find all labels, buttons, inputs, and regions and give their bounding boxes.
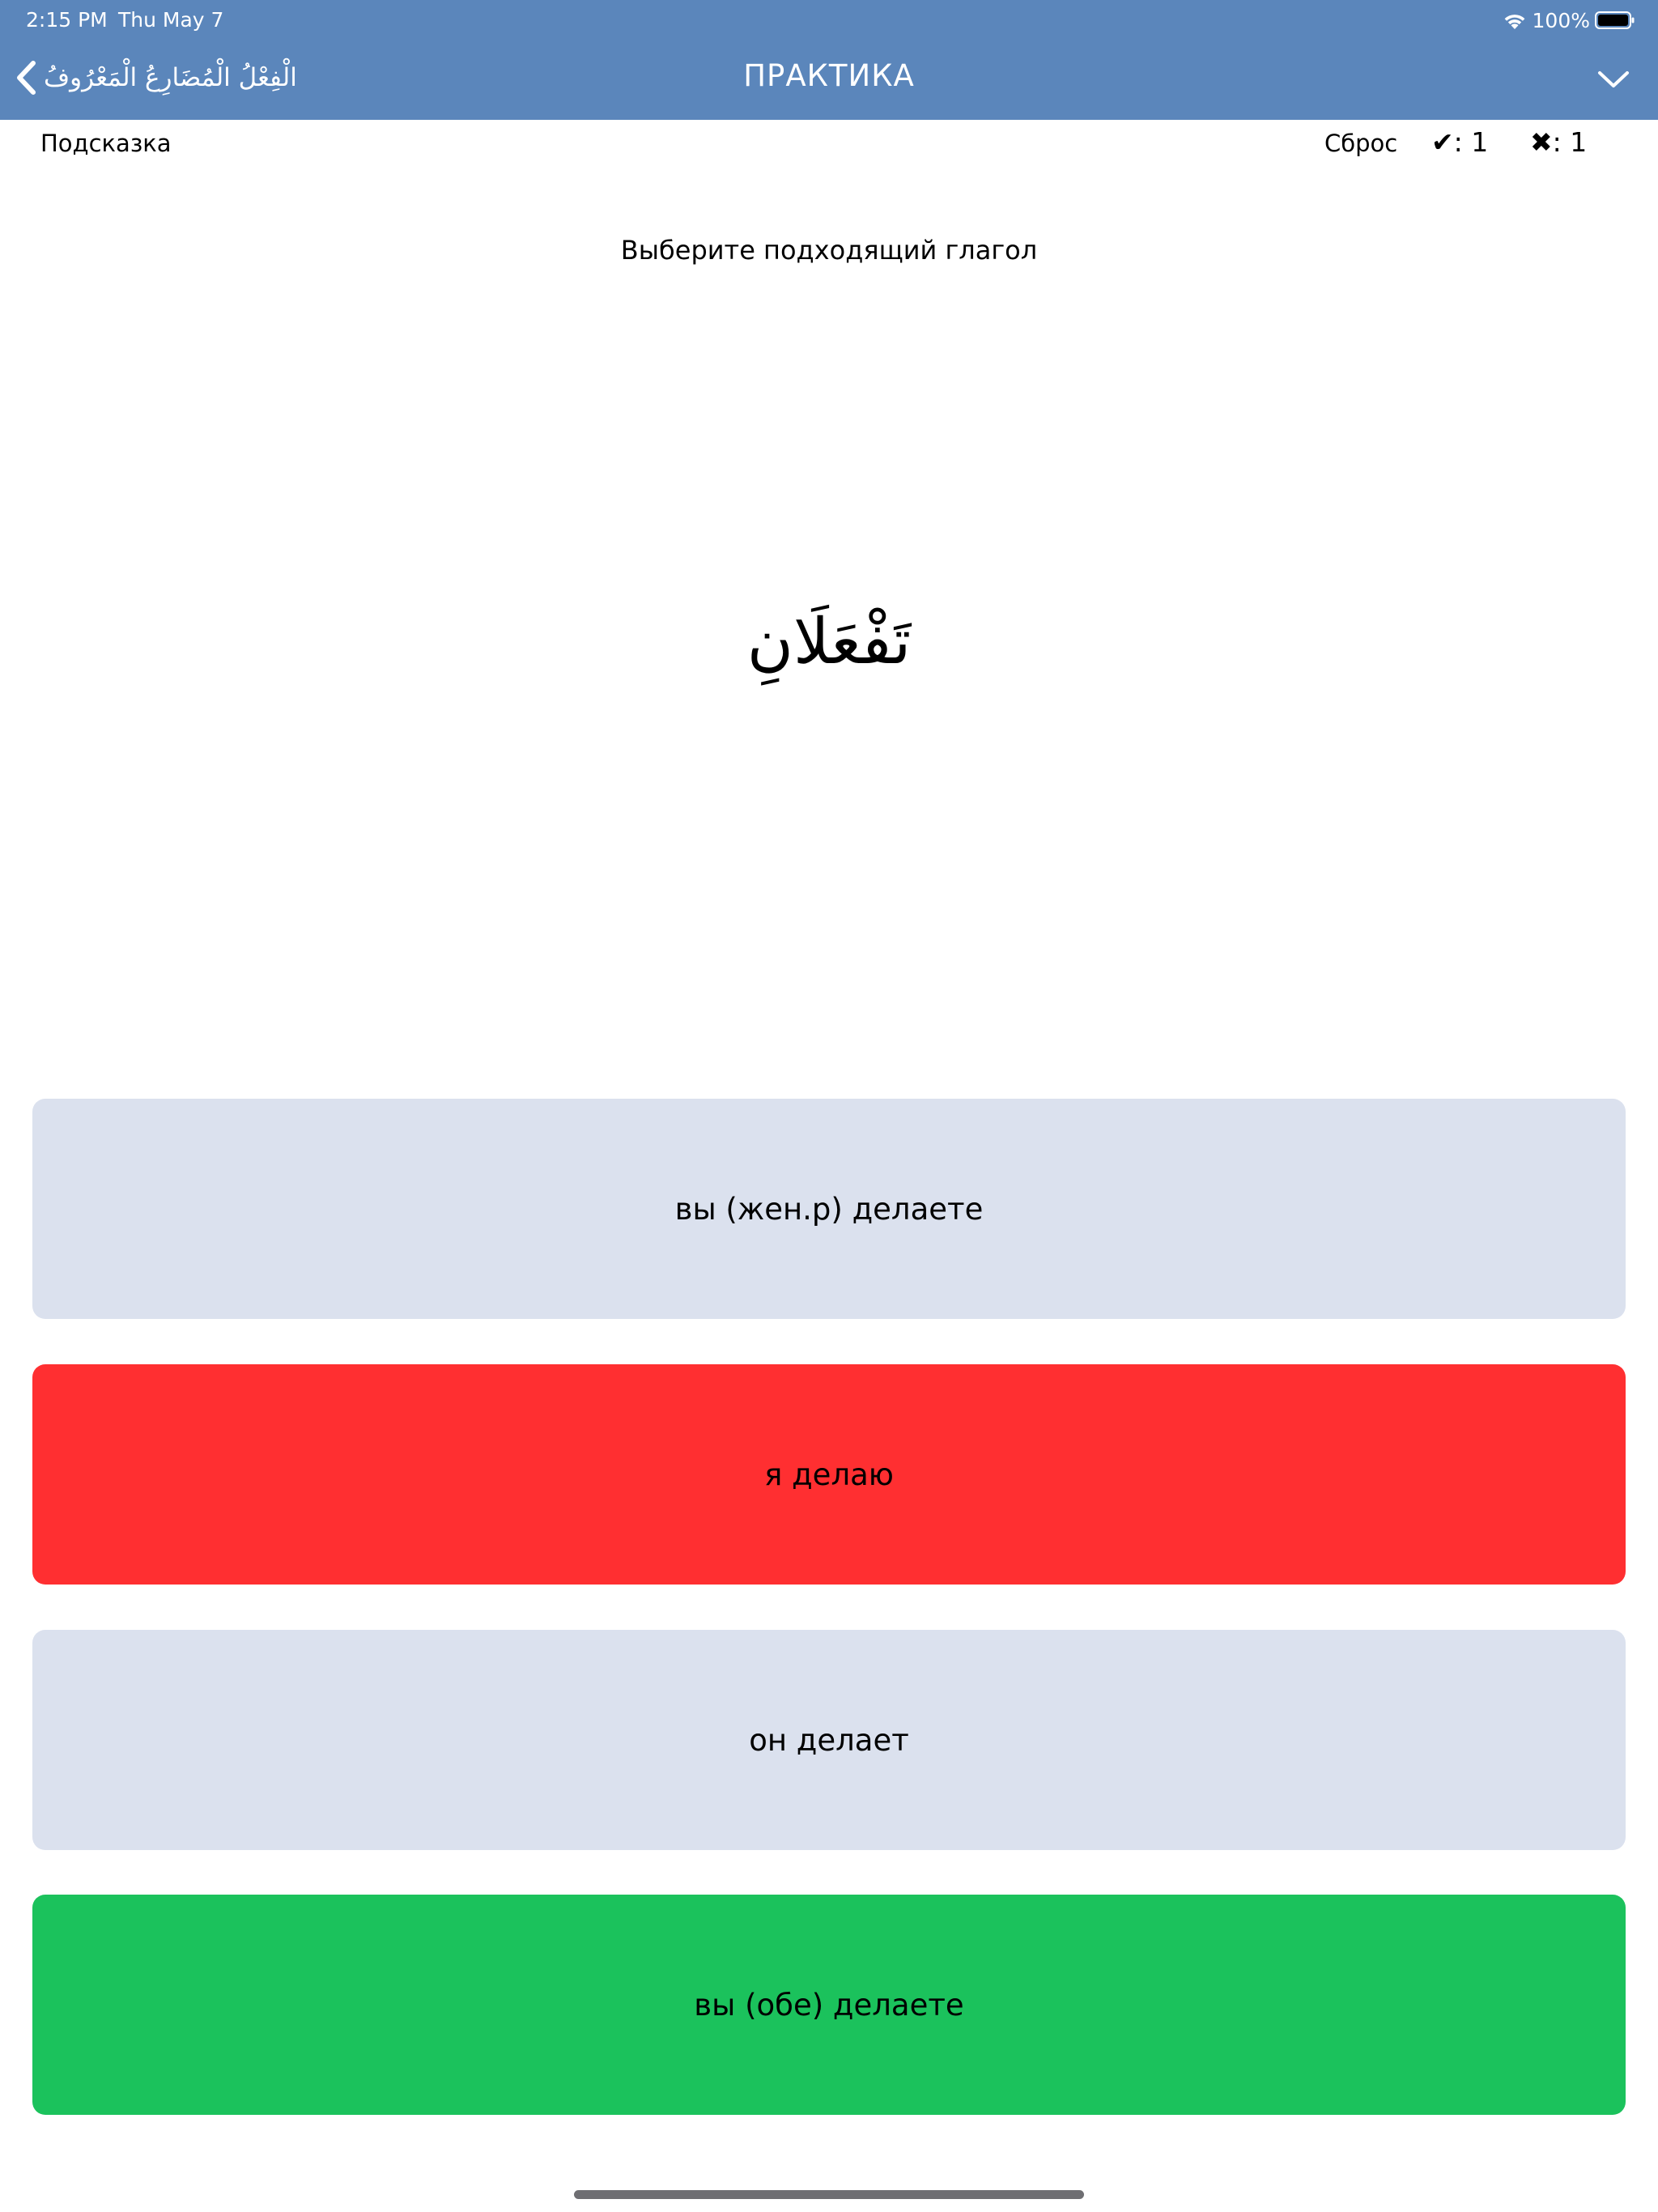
- correct-counter: [1431, 126, 1488, 158]
- answer-option-2[interactable]: [32, 1364, 1626, 1585]
- correct-count: : 1: [1453, 126, 1489, 158]
- status-bar: [0, 0, 1658, 39]
- answer-label: вы (обе) делаете: [694, 1987, 964, 2023]
- question-instruction: Выберите подходящий глагол: [620, 235, 1038, 266]
- wifi-icon: [1502, 10, 1528, 31]
- home-indicator: [574, 2190, 1084, 2199]
- page-title: ПРАКТИКА: [743, 58, 915, 93]
- status-date: Thu May 7: [118, 8, 224, 32]
- answer-label: вы (жен.р) делаете: [674, 1191, 984, 1227]
- navigation-bar: [0, 0, 1658, 120]
- cross-icon: ✖: [1530, 126, 1553, 158]
- wrong-counter: [1530, 126, 1587, 158]
- battery-icon: [1595, 11, 1635, 30]
- checkmark-icon: ✔: [1431, 126, 1454, 158]
- wrong-count: : 1: [1552, 126, 1588, 158]
- back-label: الْفِعْلُ الْمُضَارِعُ الْمَعْرُوفُ: [44, 63, 297, 92]
- status-indicators: [1502, 6, 1635, 34]
- answer-label: он делает: [749, 1722, 909, 1758]
- status-time: 2:15 PM: [26, 8, 108, 32]
- chevron-down-icon[interactable]: [1593, 63, 1634, 96]
- answer-label: я делаю: [764, 1457, 894, 1492]
- answer-option-1[interactable]: [32, 1099, 1626, 1319]
- practice-toolbar: [0, 120, 1658, 168]
- hint-button[interactable]: Подсказка: [40, 130, 172, 157]
- answer-option-4[interactable]: [32, 1895, 1626, 2115]
- answer-option-3[interactable]: [32, 1630, 1626, 1850]
- reset-button[interactable]: Сброс: [1324, 130, 1398, 157]
- battery-percentage: 100%: [1532, 8, 1590, 32]
- question-word: تَفْعَلَانِ: [746, 606, 912, 678]
